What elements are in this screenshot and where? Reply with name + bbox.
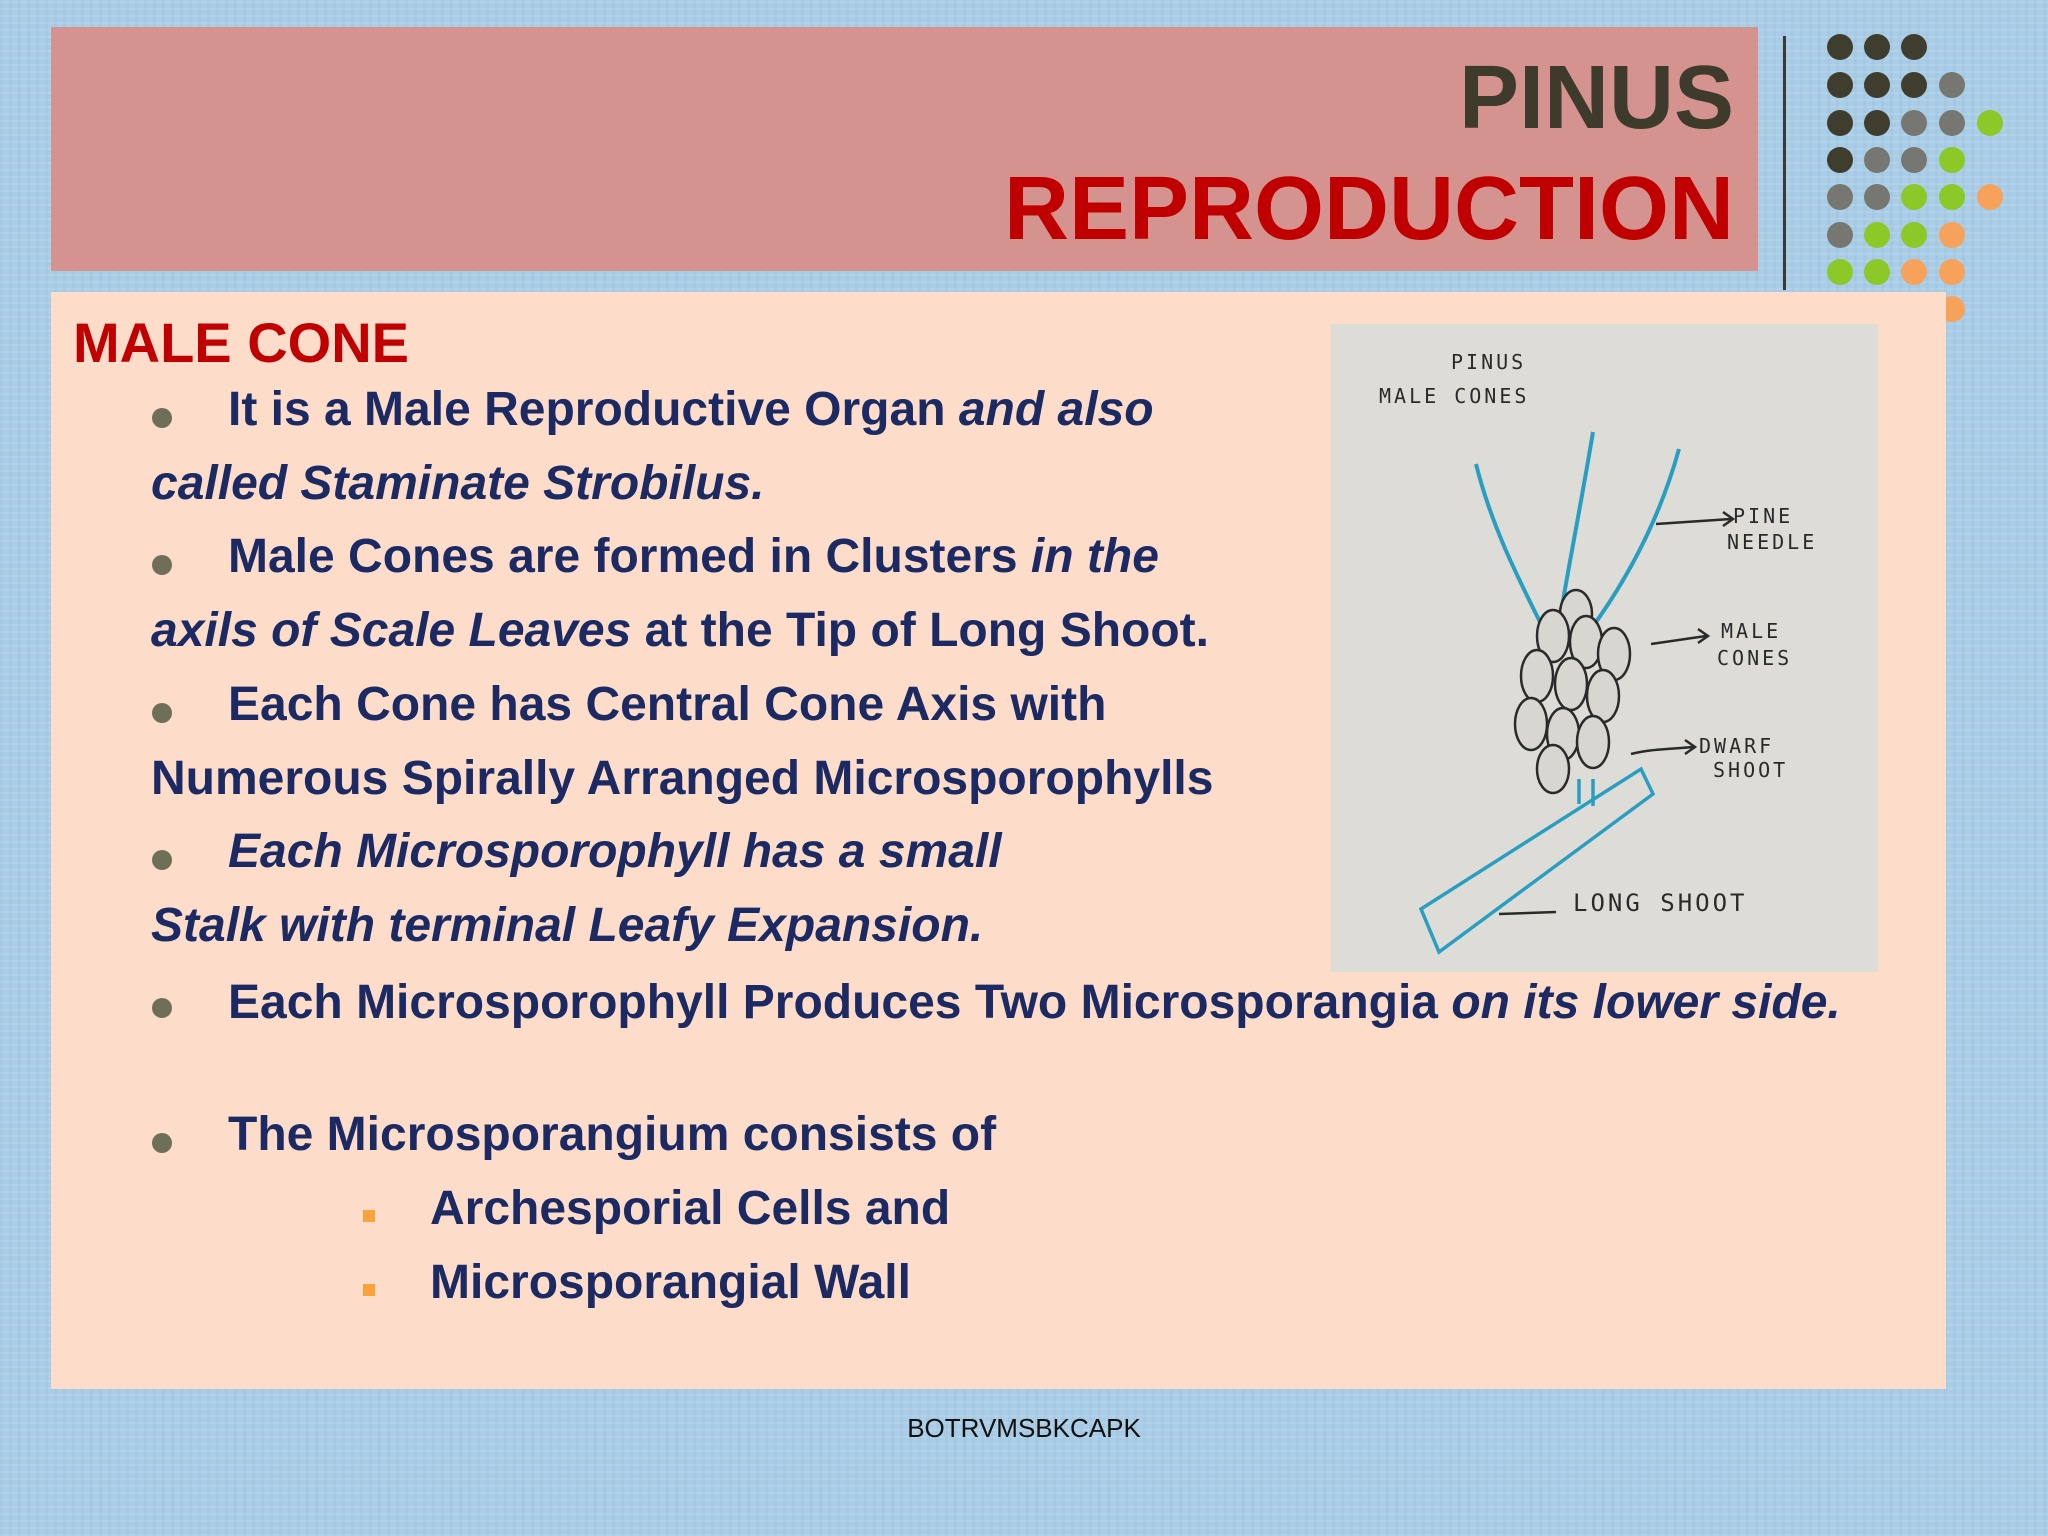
label-long-shoot: LONG SHOOT [1573, 889, 1748, 917]
bullet-5-italic: on its lower side. [1451, 976, 1841, 1029]
cone-cluster [1515, 590, 1630, 793]
slide-footer: BOTRVMSBKCAPK [907, 1413, 1141, 1443]
bullet-2-cont-italic: axils of Scale Leaves [151, 604, 632, 657]
section-heading: MALE CONE [73, 311, 409, 374]
bullet-2-cont-plain: at the Tip of Long Shoot. [631, 604, 1209, 657]
content-panel [51, 292, 1946, 1389]
needle-stroke [1476, 464, 1541, 624]
bullet-2-italic: in the [1030, 530, 1159, 583]
bullet-4-line-2 [151, 900, 983, 953]
bullet-1-italic: and also [958, 383, 1154, 436]
title-bar [51, 27, 1758, 271]
bullet-5-plain: Each Microsporophyll Produces Two Microsporangia [228, 976, 1452, 1029]
bullet-5-text [228, 972, 1928, 1034]
label-pine: PINE [1733, 504, 1794, 528]
title-divider [1783, 36, 1786, 290]
long-shoot [1421, 769, 1653, 952]
bullet-2-line-2 [151, 605, 1209, 658]
figure-title-2: MALE CONES [1379, 384, 1530, 408]
sub-bullet-2: Microsporangial Wall [430, 1256, 911, 1309]
bullet-1-plain: It is a Male Reproductive Organ [228, 383, 959, 436]
male-cone-figure [1331, 324, 1878, 972]
bullet-2-line-1 [228, 531, 1159, 584]
label-cones: CONES [1717, 646, 1793, 670]
title-pinus: PINUS [1458, 48, 1734, 148]
sub-bullet-1: Archesporial Cells and [430, 1182, 951, 1235]
bullet-3-line-1: Each Cone has Central Cone Axis with [228, 678, 1107, 731]
label-shoot: SHOOT [1713, 758, 1789, 782]
bullet-dot [152, 703, 172, 723]
title-reproduction: REPRODUCTION [1003, 159, 1734, 259]
bullet-1-line-1 [228, 384, 1154, 437]
bullet-dot [152, 1133, 172, 1153]
bullet-dot [152, 555, 172, 575]
figure-title-1: PINUS [1451, 350, 1527, 374]
bullet-2-plain: Male Cones are formed in Clusters [228, 530, 1031, 583]
cone-drawing [1331, 324, 1878, 972]
label-male: MALE [1721, 619, 1782, 643]
needle-stroke [1591, 449, 1679, 629]
bullet-1-line-2 [151, 458, 765, 511]
bullet-dot [152, 998, 172, 1018]
label-needle: NEEDLE [1727, 530, 1818, 554]
label-dwarf: DWARF [1699, 734, 1775, 758]
sub-bullet-marker [363, 1284, 375, 1296]
bullet-dot [152, 850, 172, 870]
bullet-dot [152, 408, 172, 428]
sub-bullet-marker [363, 1210, 375, 1222]
bullet-3-line-2: Numerous Spirally Arranged Microsporophylls [151, 752, 1214, 805]
bullet-4-cont: Stalk with terminal Leafy Expansion. [151, 899, 984, 952]
bullet-6-line: The Microsporangium consists of [228, 1108, 997, 1161]
bullet-1-cont: called Staminate Strobilus. [151, 457, 765, 510]
bullet-4-line-1 [228, 826, 1002, 879]
bullet-4-italic: Each Microsporophyll has a small [228, 825, 1002, 878]
